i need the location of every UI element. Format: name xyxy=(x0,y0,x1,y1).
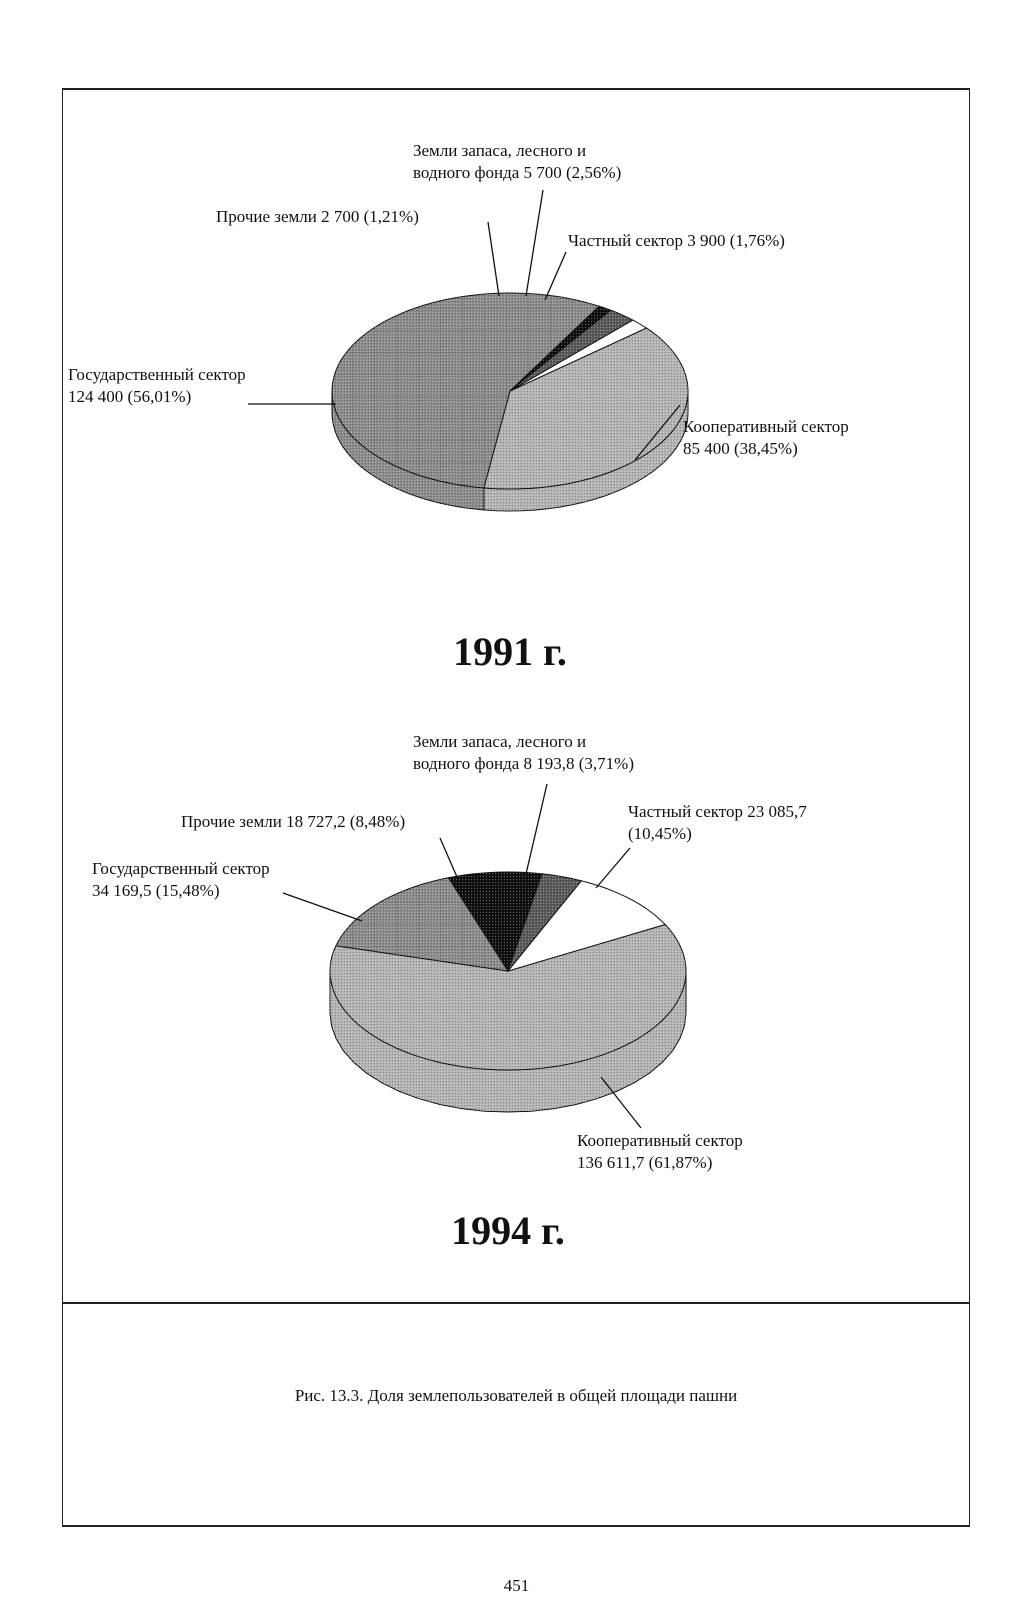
slice-label: (10,45%) xyxy=(628,824,692,843)
slice-label: Частный сектор 23 085,7 xyxy=(628,802,807,821)
leader-line-частный-сектор-3-900-1-76 xyxy=(545,252,566,300)
figure-caption: Рис. 13.3. Доля землепользователей в общей площади пашни xyxy=(294,1386,738,1405)
slice-label: Государственный сектор xyxy=(92,859,270,878)
slice-label: 136 611,7 (61,87%) xyxy=(577,1153,713,1172)
slice-label: Кооперативный сектор xyxy=(577,1131,743,1150)
slice-label: 85 400 (38,45%) xyxy=(683,439,798,458)
slice-label: Земли запаса, лесного и xyxy=(413,732,587,751)
slice-label: Государственный сектор xyxy=(68,365,246,384)
slice-label: Прочие земли 18 727,2 (8,48%) xyxy=(181,812,406,831)
slice-label: Земли запаса, лесного и xyxy=(413,141,587,160)
page-number: 451 xyxy=(503,1576,530,1595)
chart-title: 1991 г. xyxy=(453,629,567,674)
leader-line-прочие-земли-2-700-1-21 xyxy=(488,222,499,296)
slice-label: Прочие земли 2 700 (1,21%) xyxy=(216,207,419,226)
slice-label: водного фонда 5 700 (2,56%) xyxy=(413,163,622,182)
slice-label: 34 169,5 (15,48%) xyxy=(92,881,220,900)
chart-title: 1994 г. xyxy=(451,1208,565,1253)
slice-label: 124 400 (56,01%) xyxy=(68,387,192,406)
leader-line-земли-запаса-лесного-и xyxy=(526,784,547,874)
pie-chart-1994 xyxy=(92,732,807,1253)
leader-line-прочие-земли-18-727-2-8-48 xyxy=(440,838,457,877)
leader-line-земли-запаса-лесного-и xyxy=(526,190,543,296)
leader-line-государственный-сектор xyxy=(283,893,362,921)
slice-label: Кооперативный сектор xyxy=(683,417,849,436)
slice-label: Частный сектор 3 900 (1,76%) xyxy=(568,231,785,250)
pie-top-face xyxy=(330,872,686,1070)
slice-label: водного фонда 8 193,8 (3,71%) xyxy=(413,754,635,773)
leader-line-частный-сектор-23-085-7 xyxy=(596,848,630,888)
pie-chart-1991 xyxy=(68,141,849,674)
